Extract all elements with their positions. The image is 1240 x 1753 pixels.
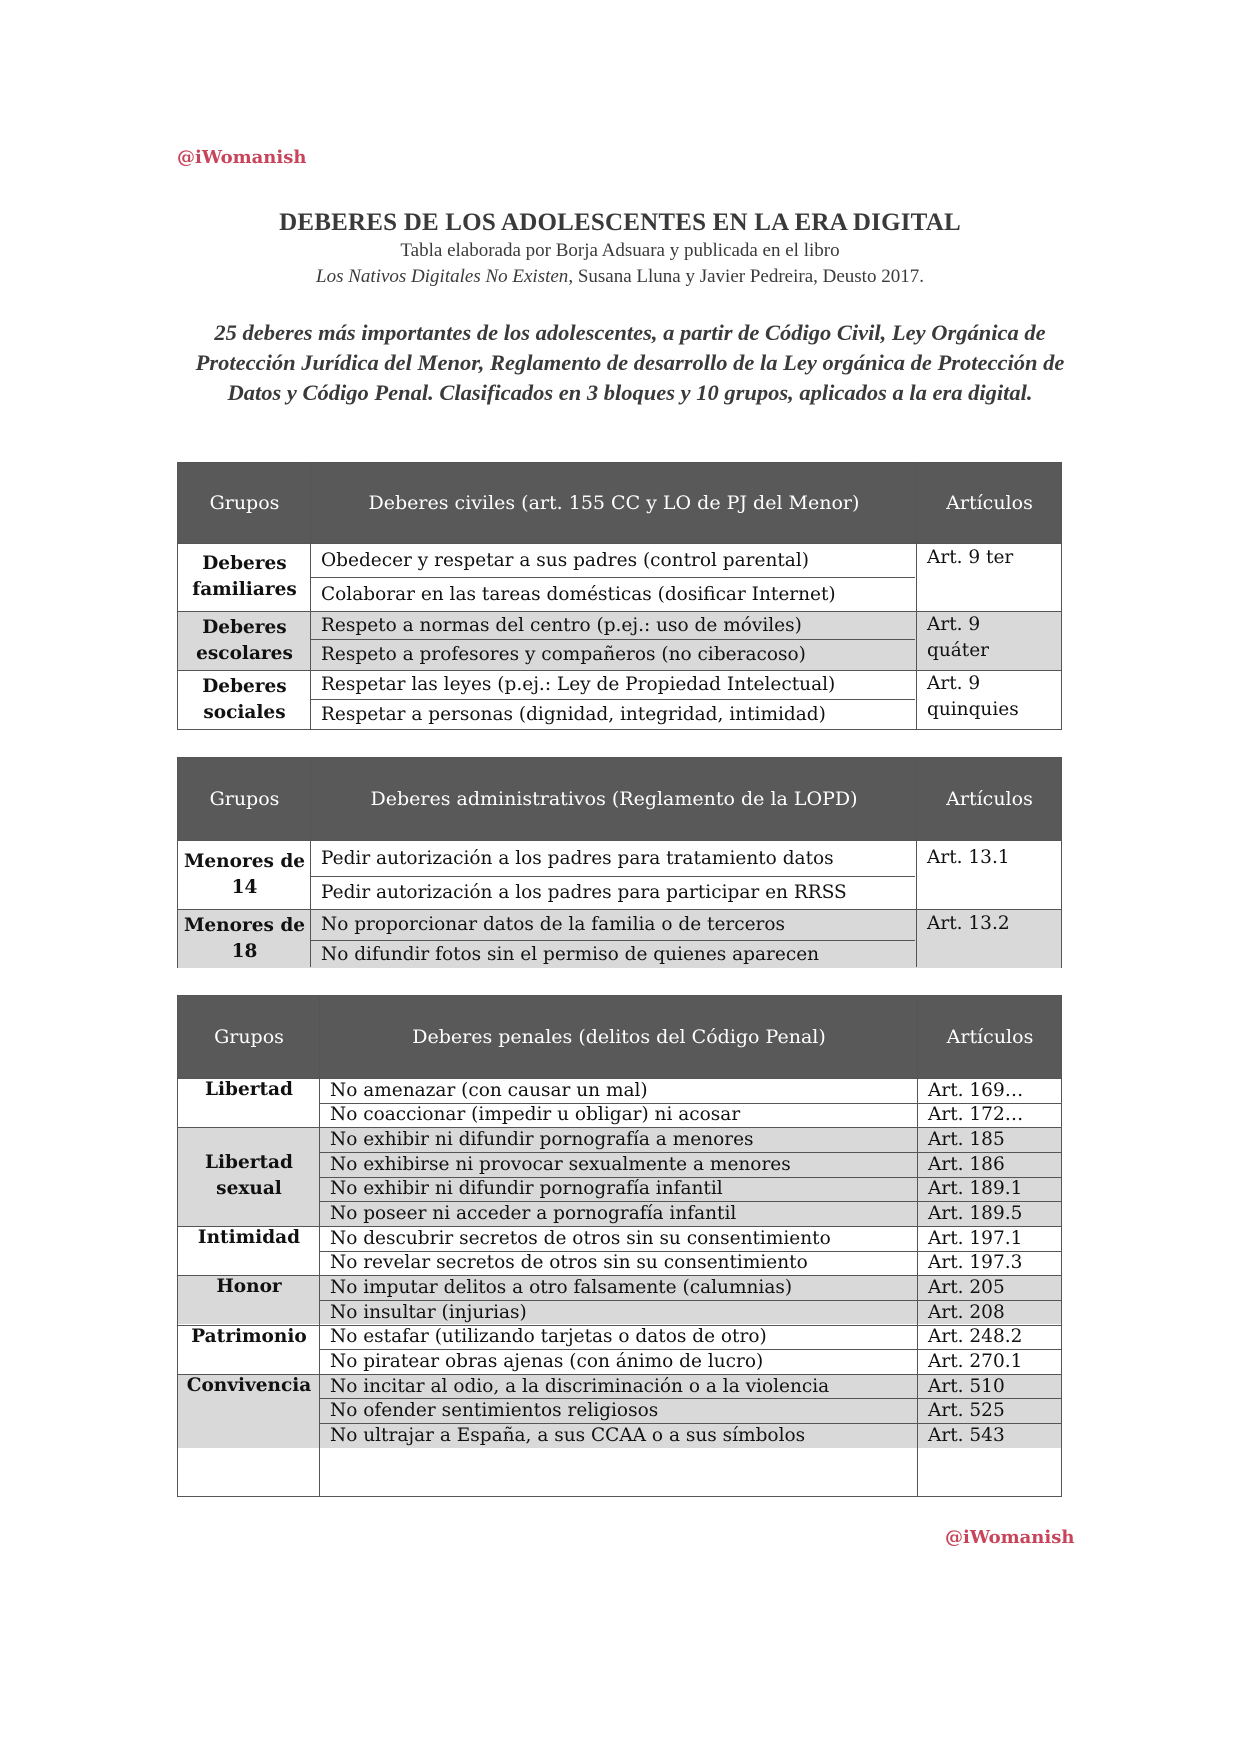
article-cell: Art. 197.1	[928, 1227, 1023, 1249]
group-honor: Honor	[216, 1276, 282, 1298]
duty-cell: No descubrir secretos de otros sin su consentimiento	[330, 1227, 831, 1249]
header-articles: Artículos	[946, 1026, 1034, 1048]
article-cell: Art. 525	[928, 1400, 1005, 1422]
duty-cell: No incitar al odio, a la discriminación o a la violencia	[330, 1375, 830, 1397]
administrative-duties-table	[177, 757, 1062, 968]
article-cell: Art. 186	[928, 1153, 1005, 1175]
duty-cell: No amenazar (con causar un mal)	[330, 1079, 648, 1101]
group-deberes-sociales: Deberes sociales	[202, 675, 287, 723]
header-duties: Deberes civiles (art. 155 CC y LO de PJ del Menor)	[368, 492, 860, 514]
group-menores-14: Menores de 14	[183, 850, 306, 898]
article-cell: Art. 9 ter	[927, 547, 1014, 568]
duty-cell: No coaccionar (impedir u obligar) ni acosar	[330, 1104, 741, 1126]
group-intimidad: Intimidad	[197, 1226, 301, 1248]
header-articles: Artículos	[946, 788, 1033, 810]
duty-cell: No proporcionar datos de la familia o de terceros	[321, 914, 786, 935]
book-authors: , Susana Lluna y Javier Pedreira, Deusto 2017.	[568, 266, 924, 287]
group-libertad: Libertad	[205, 1079, 293, 1100]
header-duties: Deberes administrativos (Reglamento de la LOPD)	[370, 788, 858, 810]
article-cell: Art. 172…	[928, 1104, 1024, 1126]
intro-paragraph: 25 deberes más importantes de los adolescentes, a partir de Código Civil, Ley Orgánica de Protección Jurídica del Menor, Reglamento de desarrollo de la Ley orgánica de Protección de Datos y Código Penal. Clasificados en 3 bloques y 10 grupos, aplicados a la era digital.	[195, 320, 1065, 405]
author-handle-top: @iWomanish	[177, 147, 307, 168]
duty-cell: No revelar secretos de otros sin su consentimiento	[330, 1252, 808, 1274]
duty-cell: Respetar las leyes (p.ej.: Ley de Propiedad Intelectual)	[321, 674, 836, 695]
header-articles: Artículos	[946, 492, 1033, 514]
article-cell: Art. 510	[928, 1375, 1005, 1397]
header-groups: Grupos	[209, 788, 280, 810]
article-cell: Art. 9 quinquies	[927, 673, 1019, 720]
subtitle-credit: Tabla elaborada por Borja Adsuara y publicada en el libro	[400, 240, 840, 261]
duty-cell: Respetar a personas (dignidad, integridad, intimidad)	[321, 703, 826, 725]
duty-cell: No exhibir ni difundir pornografía a menores	[330, 1129, 754, 1151]
duty-cell: No exhibirse ni provocar sexualmente a menores	[330, 1153, 791, 1175]
article-cell: Art. 189.1	[928, 1178, 1023, 1200]
duty-cell: No imputar delitos a otro falsamente (calumnias)	[330, 1277, 793, 1298]
article-cell: Art. 197.3	[928, 1252, 1023, 1274]
civil-duties-table	[177, 462, 1062, 730]
book-title: Los Nativos Digitales No Existen	[316, 266, 569, 287]
penal-duties-table	[177, 995, 1062, 1497]
duty-cell: No insultar (injurias)	[330, 1301, 527, 1323]
group-convivencia: Convivencia	[186, 1374, 312, 1396]
group-deberes-escolares: Deberes escolares	[196, 616, 293, 664]
article-cell: Art. 208	[928, 1301, 1005, 1323]
article-cell: Art. 189.5	[928, 1203, 1023, 1225]
header-duties: Deberes penales (delitos del Código Penal)	[412, 1026, 826, 1048]
page-title: DEBERES DE LOS ADOLESCENTES EN LA ERA DIGITAL	[279, 209, 961, 236]
article-cell: Art. 248.2	[928, 1326, 1023, 1348]
duty-cell: No exhibir ni difundir pornografía infantil	[330, 1178, 723, 1200]
duty-cell: Pedir autorización a los padres para tratamiento datos	[321, 847, 834, 869]
subtitle-book	[0, 266, 1240, 288]
header-groups: Grupos	[214, 1026, 284, 1048]
header-groups: Grupos	[209, 492, 280, 514]
duty-cell: Colaborar en las tareas domésticas (dosificar Internet)	[321, 583, 836, 605]
duty-cell: Obedecer y respetar a sus padres (control parental)	[321, 549, 809, 571]
group-libertad-sexual: Libertad sexual	[205, 1151, 293, 1199]
duty-cell: No ofender sentimientos religiosos	[330, 1400, 659, 1422]
article-cell: Art. 9 quáter	[927, 614, 990, 661]
group-menores-18: Menores de 18	[183, 914, 306, 962]
article-cell: Art. 13.2	[927, 913, 1010, 934]
duty-cell: No piratear obras ajenas (con ánimo de lucro)	[330, 1350, 764, 1372]
duty-cell: Respeto a normas del centro (p.ej.: uso de móviles)	[321, 614, 802, 636]
article-cell: Art. 13.1	[927, 847, 1010, 868]
article-cell: Art. 270.1	[928, 1350, 1023, 1372]
duty-cell: No poseer ni acceder a pornografía infantil	[330, 1203, 737, 1225]
duty-cell: Respeto a profesores y compañeros (no ciberacoso)	[321, 644, 806, 665]
article-cell: Art. 543	[928, 1424, 1005, 1446]
group-deberes-familiares: Deberes familiares	[192, 553, 297, 600]
group-patrimonio: Patrimonio	[191, 1325, 307, 1347]
duty-cell: Pedir autorización a los padres para participar en RRSS	[321, 882, 847, 903]
article-cell: Art. 205	[928, 1277, 1005, 1298]
duty-cell: No ultrajar a España, a sus CCAA o a sus símbolos	[330, 1424, 806, 1446]
article-cell: Art. 185	[928, 1129, 1005, 1151]
duty-cell: No difundir fotos sin el permiso de quienes aparecen	[321, 943, 820, 965]
article-cell: Art. 169…	[928, 1079, 1024, 1101]
duty-cell: No estafar (utilizando tarjetas o datos de otro)	[330, 1326, 767, 1348]
author-handle-bottom: @iWomanish	[945, 1527, 1075, 1548]
table-header	[178, 996, 1061, 1078]
